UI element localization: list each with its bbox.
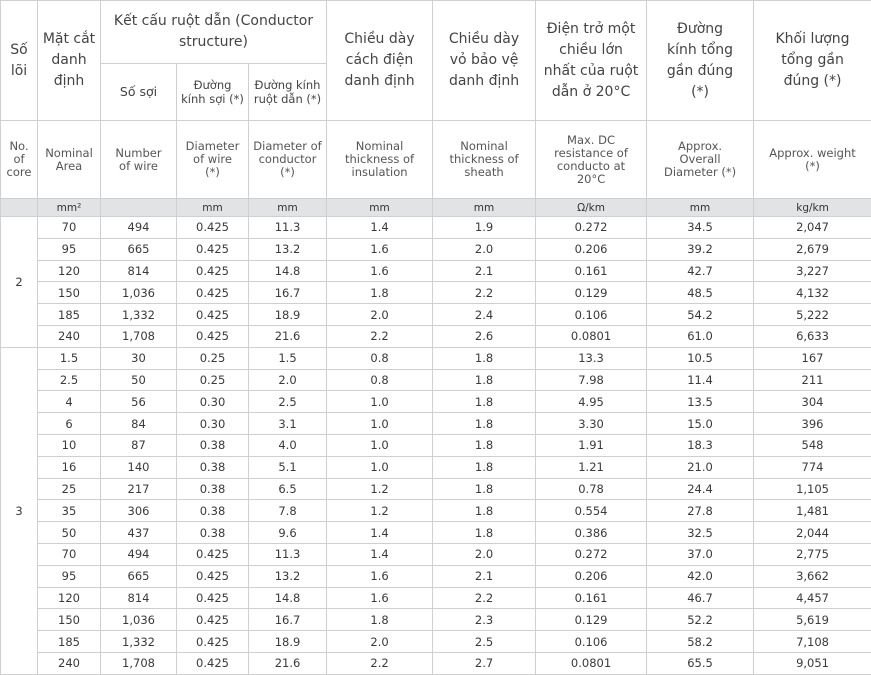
cell-resistance: 0.554 xyxy=(536,500,647,522)
cell-overall-dia: 34.5 xyxy=(647,217,754,239)
cell-dia-conductor: 1.5 xyxy=(249,347,327,369)
cell-weight: 167 xyxy=(754,347,871,369)
unit-insulation: mm xyxy=(327,199,433,217)
cell-overall-dia: 15.0 xyxy=(647,413,754,435)
cell-area: 185 xyxy=(38,304,101,326)
table-row xyxy=(1,304,871,326)
cell-dia-wire: 0.425 xyxy=(177,304,249,326)
cell-insulation: 2.0 xyxy=(327,304,433,326)
cell-weight: 7,108 xyxy=(754,631,871,653)
header-vn-dia-conductor: Đường kính ruột dẫn (*) xyxy=(249,64,327,121)
cell-num-wire: 665 xyxy=(101,565,177,587)
cell-area: 70 xyxy=(38,217,101,239)
cell-num-wire: 306 xyxy=(101,500,177,522)
cell-core: 3 xyxy=(1,347,38,674)
table-body xyxy=(1,217,871,675)
cell-dia-wire: 0.425 xyxy=(177,565,249,587)
cell-num-wire: 217 xyxy=(101,478,177,500)
cell-resistance: 0.206 xyxy=(536,238,647,260)
table-row xyxy=(1,413,871,435)
cell-weight: 774 xyxy=(754,456,871,478)
cell-area: 6 xyxy=(38,413,101,435)
cell-overall-dia: 37.0 xyxy=(647,543,754,565)
table-row xyxy=(1,434,871,456)
header-vn-sheath: Chiều dày vỏ bảo vệ danh định xyxy=(433,1,536,121)
cell-dia-wire: 0.38 xyxy=(177,434,249,456)
cell-area: 70 xyxy=(38,543,101,565)
cell-insulation: 1.6 xyxy=(327,238,433,260)
cell-weight: 5,222 xyxy=(754,304,871,326)
cell-insulation: 1.0 xyxy=(327,434,433,456)
cell-area: 95 xyxy=(38,238,101,260)
cell-dia-conductor: 13.2 xyxy=(249,565,327,587)
cell-sheath: 2.2 xyxy=(433,587,536,609)
table-row xyxy=(1,260,871,282)
cell-dia-conductor: 11.3 xyxy=(249,217,327,239)
cell-area: 50 xyxy=(38,522,101,544)
cell-num-wire: 494 xyxy=(101,217,177,239)
cell-num-wire: 1,036 xyxy=(101,609,177,631)
table-row xyxy=(1,522,871,544)
cell-dia-wire: 0.425 xyxy=(177,587,249,609)
cell-dia-conductor: 21.6 xyxy=(249,325,327,347)
cell-insulation: 1.8 xyxy=(327,609,433,631)
header-vn-resistance: Điện trở một chiều lớn nhất của ruột dẫn ở 20°C xyxy=(536,1,647,121)
table-row xyxy=(1,217,871,239)
table-row xyxy=(1,631,871,653)
cell-insulation: 1.6 xyxy=(327,260,433,282)
cell-weight: 396 xyxy=(754,413,871,435)
cell-weight: 9,051 xyxy=(754,652,871,674)
header-en-sheath: Nominal thickness of sheath xyxy=(433,121,536,199)
cell-num-wire: 814 xyxy=(101,587,177,609)
cell-dia-conductor: 6.5 xyxy=(249,478,327,500)
cell-overall-dia: 42.7 xyxy=(647,260,754,282)
cell-dia-conductor: 16.7 xyxy=(249,609,327,631)
cell-weight: 2,679 xyxy=(754,238,871,260)
cell-resistance: 0.129 xyxy=(536,609,647,631)
cell-dia-conductor: 18.9 xyxy=(249,304,327,326)
header-vn-overall-dia: Đường kính tổng gần đúng (*) xyxy=(647,1,754,121)
cell-weight: 548 xyxy=(754,434,871,456)
cell-sheath: 2.1 xyxy=(433,260,536,282)
cell-insulation: 2.2 xyxy=(327,325,433,347)
cell-area: 25 xyxy=(38,478,101,500)
cell-dia-wire: 0.425 xyxy=(177,217,249,239)
cell-resistance: 4.95 xyxy=(536,391,647,413)
cell-dia-wire: 0.25 xyxy=(177,369,249,391)
cell-resistance: 1.21 xyxy=(536,456,647,478)
cell-weight: 1,481 xyxy=(754,500,871,522)
header-en-area: Nominal Area xyxy=(38,121,101,199)
header-en-num-wire: Number of wire xyxy=(101,121,177,199)
cell-core: 2 xyxy=(1,217,38,348)
cell-area: 120 xyxy=(38,587,101,609)
cell-sheath: 1.8 xyxy=(433,500,536,522)
cell-num-wire: 87 xyxy=(101,434,177,456)
cell-insulation: 1.6 xyxy=(327,587,433,609)
cell-overall-dia: 58.2 xyxy=(647,631,754,653)
header-en-weight: Approx. weight (*) xyxy=(754,121,871,199)
cell-overall-dia: 11.4 xyxy=(647,369,754,391)
cell-sheath: 1.8 xyxy=(433,522,536,544)
cell-num-wire: 437 xyxy=(101,522,177,544)
cell-area: 1.5 xyxy=(38,347,101,369)
unit-sheath: mm xyxy=(433,199,536,217)
cell-overall-dia: 10.5 xyxy=(647,347,754,369)
cell-area: 120 xyxy=(38,260,101,282)
cell-insulation: 2.0 xyxy=(327,631,433,653)
table-row xyxy=(1,609,871,631)
cell-num-wire: 814 xyxy=(101,260,177,282)
cell-sheath: 2.1 xyxy=(433,565,536,587)
header-en-resistance: Max. DC resistance of conducto at 20°C xyxy=(536,121,647,199)
cell-insulation: 1.8 xyxy=(327,282,433,304)
cell-dia-wire: 0.425 xyxy=(177,631,249,653)
cell-num-wire: 1,332 xyxy=(101,631,177,653)
table-row xyxy=(1,369,871,391)
cell-dia-conductor: 11.3 xyxy=(249,543,327,565)
cell-area: 4 xyxy=(38,391,101,413)
cell-sheath: 1.8 xyxy=(433,456,536,478)
cell-overall-dia: 39.2 xyxy=(647,238,754,260)
cell-weight: 211 xyxy=(754,369,871,391)
cell-area: 150 xyxy=(38,609,101,631)
cell-overall-dia: 65.5 xyxy=(647,652,754,674)
cell-dia-wire: 0.425 xyxy=(177,325,249,347)
table-row xyxy=(1,391,871,413)
cell-sheath: 2.4 xyxy=(433,304,536,326)
header-vn-weight: Khối lượng tổng gần đúng (*) xyxy=(754,1,871,121)
cell-overall-dia: 32.5 xyxy=(647,522,754,544)
cell-num-wire: 494 xyxy=(101,543,177,565)
cell-insulation: 1.4 xyxy=(327,522,433,544)
header-en-dia-conductor: Diameter of conductor (*) xyxy=(249,121,327,199)
cell-sheath: 1.8 xyxy=(433,478,536,500)
cell-dia-wire: 0.38 xyxy=(177,478,249,500)
unit-dia-wire: mm xyxy=(177,199,249,217)
cell-dia-conductor: 4.0 xyxy=(249,434,327,456)
cell-dia-conductor: 14.8 xyxy=(249,587,327,609)
cell-num-wire: 84 xyxy=(101,413,177,435)
table-row xyxy=(1,347,871,369)
cell-dia-wire: 0.425 xyxy=(177,282,249,304)
cell-dia-conductor: 16.7 xyxy=(249,282,327,304)
cell-dia-conductor: 2.0 xyxy=(249,369,327,391)
cell-num-wire: 1,708 xyxy=(101,325,177,347)
cell-sheath: 2.2 xyxy=(433,282,536,304)
cell-resistance: 0.106 xyxy=(536,304,647,326)
cell-dia-wire: 0.425 xyxy=(177,260,249,282)
cell-sheath: 2.6 xyxy=(433,325,536,347)
cell-weight: 5,619 xyxy=(754,609,871,631)
unit-weight: kg/km xyxy=(754,199,871,217)
cell-resistance: 0.272 xyxy=(536,217,647,239)
cell-num-wire: 665 xyxy=(101,238,177,260)
cell-sheath: 2.3 xyxy=(433,609,536,631)
header-vn-insulation: Chiều dày cách điện danh định xyxy=(327,1,433,121)
header-vn-structure: Kết cấu ruột dẫn (Conductor structure) xyxy=(101,1,327,64)
unit-area: mm² xyxy=(38,199,101,217)
cell-resistance: 13.3 xyxy=(536,347,647,369)
table-row xyxy=(1,500,871,522)
cell-num-wire: 56 xyxy=(101,391,177,413)
cell-insulation: 1.4 xyxy=(327,217,433,239)
cell-insulation: 1.4 xyxy=(327,543,433,565)
table-row xyxy=(1,652,871,674)
unit-dia-conductor: mm xyxy=(249,199,327,217)
cell-num-wire: 140 xyxy=(101,456,177,478)
cell-sheath: 1.8 xyxy=(433,347,536,369)
header-en-overall-dia: Approx. Overall Diameter (*) xyxy=(647,121,754,199)
cell-num-wire: 30 xyxy=(101,347,177,369)
cell-weight: 304 xyxy=(754,391,871,413)
cell-resistance: 0.161 xyxy=(536,587,647,609)
table-row xyxy=(1,456,871,478)
header-en-core: No. of core xyxy=(1,121,38,199)
cell-overall-dia: 24.4 xyxy=(647,478,754,500)
cell-resistance: 0.386 xyxy=(536,522,647,544)
cell-resistance: 0.78 xyxy=(536,478,647,500)
cell-dia-wire: 0.38 xyxy=(177,522,249,544)
cell-overall-dia: 18.3 xyxy=(647,434,754,456)
cell-area: 185 xyxy=(38,631,101,653)
cell-dia-wire: 0.38 xyxy=(177,456,249,478)
cell-insulation: 1.0 xyxy=(327,413,433,435)
cell-weight: 3,227 xyxy=(754,260,871,282)
table-row xyxy=(1,282,871,304)
unit-core xyxy=(1,199,38,217)
header-vn-num-wire: Số sợi xyxy=(101,64,177,121)
cell-dia-wire: 0.25 xyxy=(177,347,249,369)
cell-area: 10 xyxy=(38,434,101,456)
cell-dia-wire: 0.425 xyxy=(177,543,249,565)
table-row xyxy=(1,478,871,500)
cell-resistance: 0.206 xyxy=(536,565,647,587)
cell-resistance: 0.129 xyxy=(536,282,647,304)
cell-weight: 1,105 xyxy=(754,478,871,500)
cell-dia-wire: 0.30 xyxy=(177,413,249,435)
table-row xyxy=(1,325,871,347)
cell-weight: 4,132 xyxy=(754,282,871,304)
cell-dia-conductor: 3.1 xyxy=(249,413,327,435)
cell-area: 95 xyxy=(38,565,101,587)
cell-overall-dia: 21.0 xyxy=(647,456,754,478)
cell-resistance: 0.272 xyxy=(536,543,647,565)
cell-resistance: 0.161 xyxy=(536,260,647,282)
cell-overall-dia: 61.0 xyxy=(647,325,754,347)
cell-resistance: 1.91 xyxy=(536,434,647,456)
cell-insulation: 1.6 xyxy=(327,565,433,587)
cell-weight: 2,775 xyxy=(754,543,871,565)
cell-num-wire: 50 xyxy=(101,369,177,391)
cell-overall-dia: 52.2 xyxy=(647,609,754,631)
cell-area: 240 xyxy=(38,325,101,347)
unit-overall-dia: mm xyxy=(647,199,754,217)
cell-sheath: 1.9 xyxy=(433,217,536,239)
cell-weight: 4,457 xyxy=(754,587,871,609)
cell-area: 240 xyxy=(38,652,101,674)
cell-dia-wire: 0.38 xyxy=(177,500,249,522)
cell-weight: 6,633 xyxy=(754,325,871,347)
cell-area: 35 xyxy=(38,500,101,522)
cell-overall-dia: 46.7 xyxy=(647,587,754,609)
cell-dia-conductor: 7.8 xyxy=(249,500,327,522)
cell-insulation: 1.0 xyxy=(327,456,433,478)
cell-resistance: 0.0801 xyxy=(536,652,647,674)
cell-dia-conductor: 14.8 xyxy=(249,260,327,282)
cell-sheath: 1.8 xyxy=(433,413,536,435)
cell-num-wire: 1,036 xyxy=(101,282,177,304)
header-en-insulation: Nominal thickness of insulation xyxy=(327,121,433,199)
cell-sheath: 2.5 xyxy=(433,631,536,653)
cell-weight: 2,047 xyxy=(754,217,871,239)
cell-dia-wire: 0.425 xyxy=(177,652,249,674)
cell-sheath: 2.7 xyxy=(433,652,536,674)
cell-dia-conductor: 21.6 xyxy=(249,652,327,674)
cell-dia-conductor: 2.5 xyxy=(249,391,327,413)
cell-sheath: 1.8 xyxy=(433,369,536,391)
table-row xyxy=(1,543,871,565)
cell-area: 16 xyxy=(38,456,101,478)
cell-resistance: 7.98 xyxy=(536,369,647,391)
cell-dia-conductor: 13.2 xyxy=(249,238,327,260)
cell-resistance: 3.30 xyxy=(536,413,647,435)
cell-sheath: 1.8 xyxy=(433,434,536,456)
unit-resistance: Ω/km xyxy=(536,199,647,217)
cell-sheath: 2.0 xyxy=(433,238,536,260)
header-vn-dia-wire: Đường kính sợi (*) xyxy=(177,64,249,121)
cell-dia-conductor: 5.1 xyxy=(249,456,327,478)
cell-dia-wire: 0.425 xyxy=(177,609,249,631)
cell-overall-dia: 54.2 xyxy=(647,304,754,326)
cell-dia-conductor: 18.9 xyxy=(249,631,327,653)
cell-dia-wire: 0.30 xyxy=(177,391,249,413)
cell-num-wire: 1,332 xyxy=(101,304,177,326)
cell-insulation: 1.2 xyxy=(327,500,433,522)
cell-insulation: 1.0 xyxy=(327,391,433,413)
cell-dia-conductor: 9.6 xyxy=(249,522,327,544)
cell-overall-dia: 13.5 xyxy=(647,391,754,413)
table-row xyxy=(1,238,871,260)
cell-resistance: 0.0801 xyxy=(536,325,647,347)
cell-resistance: 0.106 xyxy=(536,631,647,653)
cell-num-wire: 1,708 xyxy=(101,652,177,674)
cell-dia-wire: 0.425 xyxy=(177,238,249,260)
table-row xyxy=(1,565,871,587)
cell-insulation: 0.8 xyxy=(327,347,433,369)
table-row xyxy=(1,587,871,609)
cell-overall-dia: 27.8 xyxy=(647,500,754,522)
header-vn-area: Mặt cắt danh định xyxy=(38,1,101,121)
header-vn-core: Số lõi xyxy=(1,1,38,121)
cell-area: 2.5 xyxy=(38,369,101,391)
unit-num-wire xyxy=(101,199,177,217)
cell-sheath: 1.8 xyxy=(433,391,536,413)
cell-insulation: 0.8 xyxy=(327,369,433,391)
cell-weight: 2,044 xyxy=(754,522,871,544)
cell-overall-dia: 48.5 xyxy=(647,282,754,304)
header-en-dia-wire: Diameter of wire (*) xyxy=(177,121,249,199)
cell-weight: 3,662 xyxy=(754,565,871,587)
cell-sheath: 2.0 xyxy=(433,543,536,565)
cell-insulation: 2.2 xyxy=(327,652,433,674)
cell-overall-dia: 42.0 xyxy=(647,565,754,587)
cell-insulation: 1.2 xyxy=(327,478,433,500)
cell-area: 150 xyxy=(38,282,101,304)
